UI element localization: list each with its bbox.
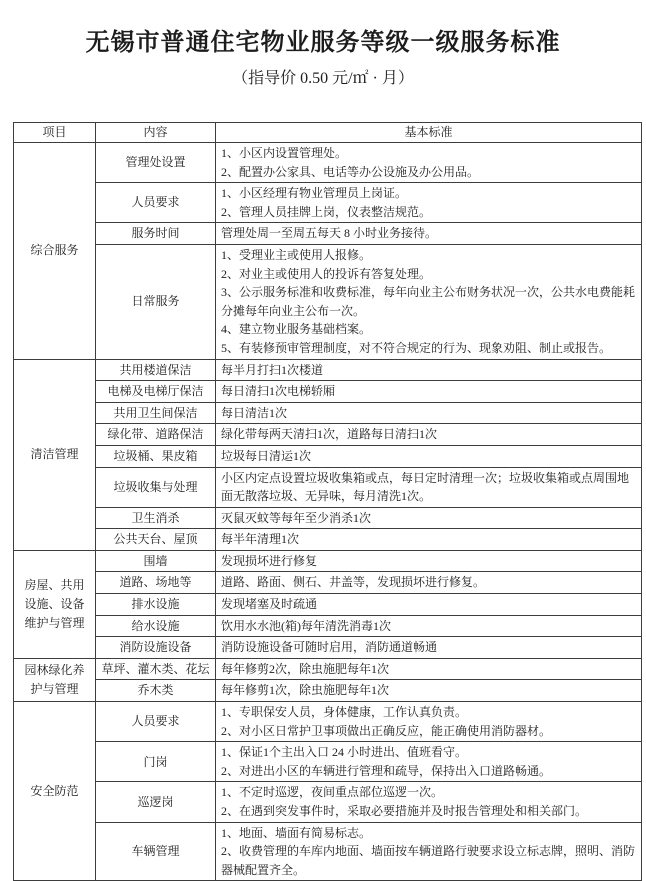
standard-cell <box>216 445 642 467</box>
standard-line: 消防设施设备可随时启用，消防通道畅通 <box>221 640 438 655</box>
content-cell: 给水设施 <box>96 615 216 637</box>
table-row <box>14 244 642 359</box>
service-standards-table <box>13 122 642 881</box>
content-cell: 乔木类 <box>96 680 216 702</box>
content-cell: 消防设施设备 <box>96 637 216 659</box>
content-cell: 草坪、灌木类、花坛 <box>96 658 216 680</box>
standard-line: 饮用水水池(箱)每年清洗消毒1次 <box>221 618 391 633</box>
table-row <box>14 445 642 467</box>
content-cell: 道路、场地等 <box>96 572 216 594</box>
standard-line: 每半年清理1次 <box>221 532 300 547</box>
content-cell: 绿化带、道路保洁 <box>96 424 216 446</box>
standard-line: 小区内定点设置垃圾收集箱或点，每日定时清理一次；垃圾收集箱或点周围地面无散落垃圾、无异味，每月清洗1次。 <box>221 470 630 504</box>
standard-cell <box>216 680 642 702</box>
standard-line: 2、在遇到突发事件时，采取必要措施并及时报告管理处和相关部门。 <box>221 804 588 818</box>
standard-cell <box>216 183 642 223</box>
standard-line: 1、专职保安人员，身体健康，工作认真负责。 <box>221 705 468 720</box>
project-cell: 房屋、共用设施、设备维护与管理 <box>14 550 96 658</box>
standard-line: 1、小区经理有物业管理员上岗证。 <box>221 186 408 201</box>
standard-line: 每日清扫1次电梯轿厢 <box>221 384 336 399</box>
content-cell: 巡逻岗 <box>96 782 216 822</box>
table-row <box>14 402 642 424</box>
standard-line: 2、对小区日常护卫事项做出正确反应，能正确使用消防器材。 <box>221 723 552 738</box>
standard-cell <box>216 143 642 183</box>
table-row <box>14 183 642 223</box>
page-title: 无锡市普通住宅物业服务等级一级服务标准 <box>85 30 561 56</box>
standard-line: 1、保证1个主出入口 24 小时进出、值班看守。 <box>221 745 468 760</box>
project-cell: 园林绿化养护与管理 <box>14 658 96 701</box>
standard-cell <box>216 424 642 446</box>
content-cell: 人员要求 <box>96 183 216 223</box>
table-row <box>14 702 642 742</box>
standard-cell <box>216 782 642 822</box>
content-cell: 垃圾收集与处理 <box>96 467 216 507</box>
standard-line: 4、建立物业服务基础档案。 <box>221 322 372 337</box>
standard-line: 每日清洁1次 <box>221 405 288 420</box>
table-row <box>14 507 642 529</box>
standard-line: 1、地面、墙面有简易标志。 <box>221 825 372 840</box>
content-cell: 卫生消杀 <box>96 507 216 529</box>
content-cell: 共用卫生间保洁 <box>96 402 216 424</box>
content-cell: 服务时间 <box>96 223 216 245</box>
content-cell: 日常服务 <box>96 244 216 359</box>
standard-line: 2、管理人员挂牌上岗，仪表整洁规范。 <box>221 204 432 219</box>
content-cell: 管理处设置 <box>96 143 216 183</box>
standard-line: 发现堵塞及时疏通 <box>221 597 318 612</box>
standard-cell <box>216 467 642 507</box>
table-row <box>14 381 642 403</box>
page-subtitle: （指导价 0.50 元/㎡ · 月） <box>232 70 414 87</box>
standard-cell <box>216 402 642 424</box>
content-cell: 共用楼道保洁 <box>96 359 216 381</box>
standard-line: 1、受理业主或使用人报修。 <box>221 247 372 262</box>
standard-cell <box>216 702 642 742</box>
table-header <box>14 123 642 143</box>
standard-cell <box>216 381 642 403</box>
standard-line: 绿化带每两天清扫1次，道路每日清扫1次 <box>221 427 438 442</box>
table-row <box>14 594 642 616</box>
table-row <box>14 742 642 782</box>
table-row <box>14 529 642 551</box>
content-cell: 电梯及电梯厅保洁 <box>96 381 216 403</box>
standard-cell <box>216 742 642 782</box>
standard-cell <box>216 359 642 381</box>
table-row <box>14 572 642 594</box>
standard-line: 2、对进出小区的车辆进行管理和疏导，保持出入口道路畅通。 <box>221 763 552 778</box>
table-row <box>14 782 642 822</box>
standard-line: 管理处周一至周五每天 8 小时业务接待。 <box>221 226 438 241</box>
table-header-row <box>14 123 642 143</box>
standard-line: 灭鼠灭蚊等每年至少消杀1次 <box>221 510 372 525</box>
table-row <box>14 467 642 507</box>
table-row <box>14 822 642 881</box>
standard-line: 2、对业主或使用人的投诉有答复处理。 <box>221 266 432 281</box>
table-row <box>14 615 642 637</box>
table-row <box>14 424 642 446</box>
content-cell: 车辆管理 <box>96 822 216 881</box>
standard-cell <box>216 529 642 551</box>
standard-cell <box>216 507 642 529</box>
standard-cell <box>216 658 642 680</box>
standard-cell <box>216 244 642 359</box>
standards-table-body <box>14 143 642 881</box>
table-row <box>14 637 642 659</box>
standard-line: 1、不定时巡逻，夜间重点部位巡逻一次。 <box>221 785 444 800</box>
table-row <box>14 680 642 702</box>
table-row <box>14 658 642 680</box>
project-cell: 综合服务 <box>14 143 96 360</box>
table-row <box>14 359 642 381</box>
standard-cell <box>216 223 642 245</box>
content-cell: 门岗 <box>96 742 216 782</box>
table-row <box>14 223 642 245</box>
standard-line: 2、收费管理的车库内地面、墙面按车辆道路行驶要求设立标志牌，照明、消防器械配置齐全。 <box>221 844 636 877</box>
standard-cell <box>216 637 642 659</box>
content-cell: 人员要求 <box>96 702 216 742</box>
content-cell: 围墙 <box>96 550 216 572</box>
header-standard: 基本标准 <box>216 123 642 143</box>
standard-line: 5、有装修预审管理制度，对不符合规定的行为、现象劝阻、制止或报告。 <box>221 340 612 355</box>
project-cell: 安全防范 <box>14 702 96 881</box>
header-project: 项目 <box>14 123 96 143</box>
content-cell: 公共天台、屋顶 <box>96 529 216 551</box>
content-cell: 排水设施 <box>96 594 216 616</box>
standard-line: 垃圾每日清运1次 <box>221 448 312 463</box>
standard-line: 发现损坏进行修复 <box>221 553 318 568</box>
project-cell: 清洁管理 <box>14 359 96 550</box>
standard-cell <box>216 822 642 881</box>
table-row <box>14 550 642 572</box>
standard-line: 道路、路面、侧石、井盖等，发现损坏进行修复。 <box>221 575 486 590</box>
header-content: 内容 <box>96 123 216 143</box>
standard-line: 1、小区内设置管理处。 <box>221 146 348 160</box>
standard-line: 每年修剪1次，除虫施肥每年1次 <box>221 683 390 698</box>
standard-cell <box>216 572 642 594</box>
standard-line: 3、公示服务标准和收费标准，每年向业主公布财务状况一次，公共水电费能耗分摊每年向业主公布一次。 <box>221 285 636 318</box>
standard-line: 每年修剪2次，除虫施肥每年1次 <box>221 661 390 676</box>
standard-cell <box>216 550 642 572</box>
content-cell: 垃圾桶、果皮箱 <box>96 445 216 467</box>
standard-line: 2、配置办公家具、电话等办公设施及办公用品。 <box>221 164 480 179</box>
table-row <box>14 143 642 183</box>
standard-cell <box>216 615 642 637</box>
standard-line: 每半月打扫1次楼道 <box>221 362 324 377</box>
standard-cell <box>216 594 642 616</box>
